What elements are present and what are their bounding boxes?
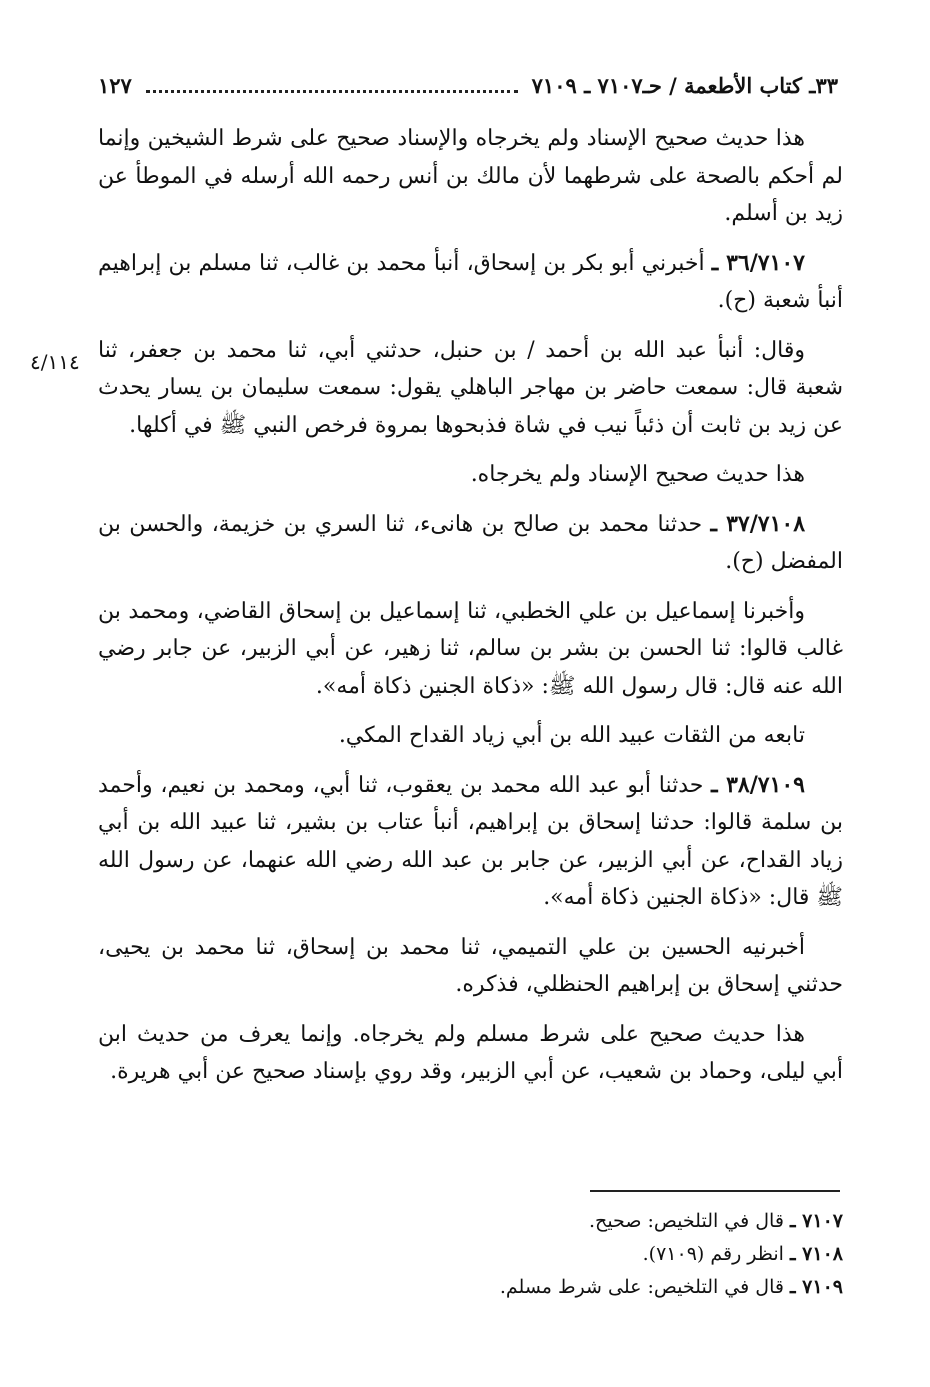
footnote-number: ٧١٠٨ ـ (789, 1243, 843, 1265)
paragraph-text: حدثنا أبو عبد الله محمد بن يعقوب، ثنا أبي، ومحمد بن نعيم، وأحمد بن سلمة قالوا: حدثنا إسحاق بن إبراهيم، أنبأ عتاب بن بشير، ثنا عبيد الله بن أبي زياد القداح، عن أبي الزبير، عن جابر بن عبد الله رضي الله عنهما، عن رسول الله ﷺ قال: «ذكاة الجنين ذكاة أمه». (98, 772, 843, 910)
hadith-number: ٣٨/٧١٠٩ ـ (711, 771, 805, 798)
header-leader-dots (146, 86, 518, 93)
hadith-entry (98, 245, 843, 320)
paragraph-text: هذا حديث صحيح الإسناد ولم يخرجاه. (470, 462, 805, 487)
margin-reference: ٤/١١٤ (30, 350, 80, 374)
paragraph-text: وقال: أنبأ عبد الله بن أحمد / بن حنبل، حدثني أبي، ثنا محمد بن جعفر، ثنا شعبة قال: سمعت حاضر بن مهاجر الباهلي يقول: سمعت سليمان بن يسار يحدث عن زيد بن ثابت أن ذئباً نيب في شاة فذبحوها بمروة فرخص النبي ﷺ في أكلها. (98, 337, 843, 438)
hadith-number: ٣٦/٧١٠٧ ـ (711, 249, 805, 276)
paragraph-text: هذا حديث صحيح الإسناد ولم يخرجاه والإسناد صحيح على شرط الشيخين وإنما لم أحكم بالصحة على شرطهما لأن مالك بن أنس رحمه الله أرسله في الموطأ عن زيد بن أسلم. (98, 126, 843, 226)
footnote-number: ٧١٠٧ ـ (789, 1210, 843, 1232)
paragraph-text: وأخبرنا إسماعيل بن علي الخطبي، ثنا إسماعيل بن إسحاق القاضي، ومحمد بن غالب قالوا: ثنا الحسن بن بشر بن سالم، ثنا زهير، عن أبي الزبير، عن جابر رضي الله عنه قال: قال رسول الله ﷺ: «ذكاة الجنين ذكاة أمه». (98, 598, 843, 699)
paragraph-text: تابعه من الثقات عبيد الله بن أبي زياد القداح المكي. (338, 723, 805, 748)
paragraph (98, 593, 843, 706)
paragraph (98, 332, 843, 445)
paragraph (98, 717, 843, 755)
footnote-text: انظر رقم (٧١٠٩). (642, 1243, 790, 1265)
footnote (300, 1238, 843, 1271)
hadith-number: ٣٧/٧١٠٨ ـ (710, 510, 806, 537)
footnote-text: قال في التلخيص: صحيح. (589, 1210, 790, 1232)
header-title: ٣٣ـ كتاب الأطعمة / حـ٧١٠٧ ـ ٧١٠٩ (531, 72, 838, 98)
footnote-divider (590, 1190, 840, 1192)
main-text (98, 120, 843, 1103)
paragraph-text: أخبرني أبو بكر بن إسحاق، أنبأ محمد بن غالب، ثنا مسلم بن إبراهيم أنبأ شعبة (ح). (98, 250, 843, 313)
paragraph (98, 120, 843, 233)
paragraph (98, 456, 843, 494)
footnote (300, 1271, 843, 1304)
footnote (300, 1205, 843, 1238)
footnotes (300, 1205, 843, 1304)
paragraph-text: حدثنا محمد بن صالح بن هانىء، ثنا السري بن خزيمة، والحسن بن المفضل (ح). (98, 511, 843, 574)
footnote-text: قال في التلخيص: على شرط مسلم. (499, 1276, 790, 1298)
running-header (98, 68, 838, 102)
paragraph (98, 929, 843, 1004)
paragraph (98, 1016, 843, 1091)
page-number: ١٢٧ (98, 72, 132, 98)
footnote-number: ٧١٠٩ ـ (789, 1276, 843, 1298)
paragraph-text: هذا حديث صحيح على شرط مسلم ولم يخرجاه. وإنما يعرف من حديث ابن أبي ليلى، وحماد بن شعيب، عن أبي الزبير، وقد روي بإسناد صحيح عن أبي هريرة. (98, 1021, 843, 1084)
paragraph-text: أخبرنيه الحسين بن علي التميمي، ثنا محمد بن إسحاق، ثنا محمد بن يحيى، حدثني إسحاق بن إبراهيم الحنظلي، فذكره. (98, 934, 843, 997)
hadith-entry (98, 506, 843, 581)
hadith-entry (98, 767, 843, 917)
